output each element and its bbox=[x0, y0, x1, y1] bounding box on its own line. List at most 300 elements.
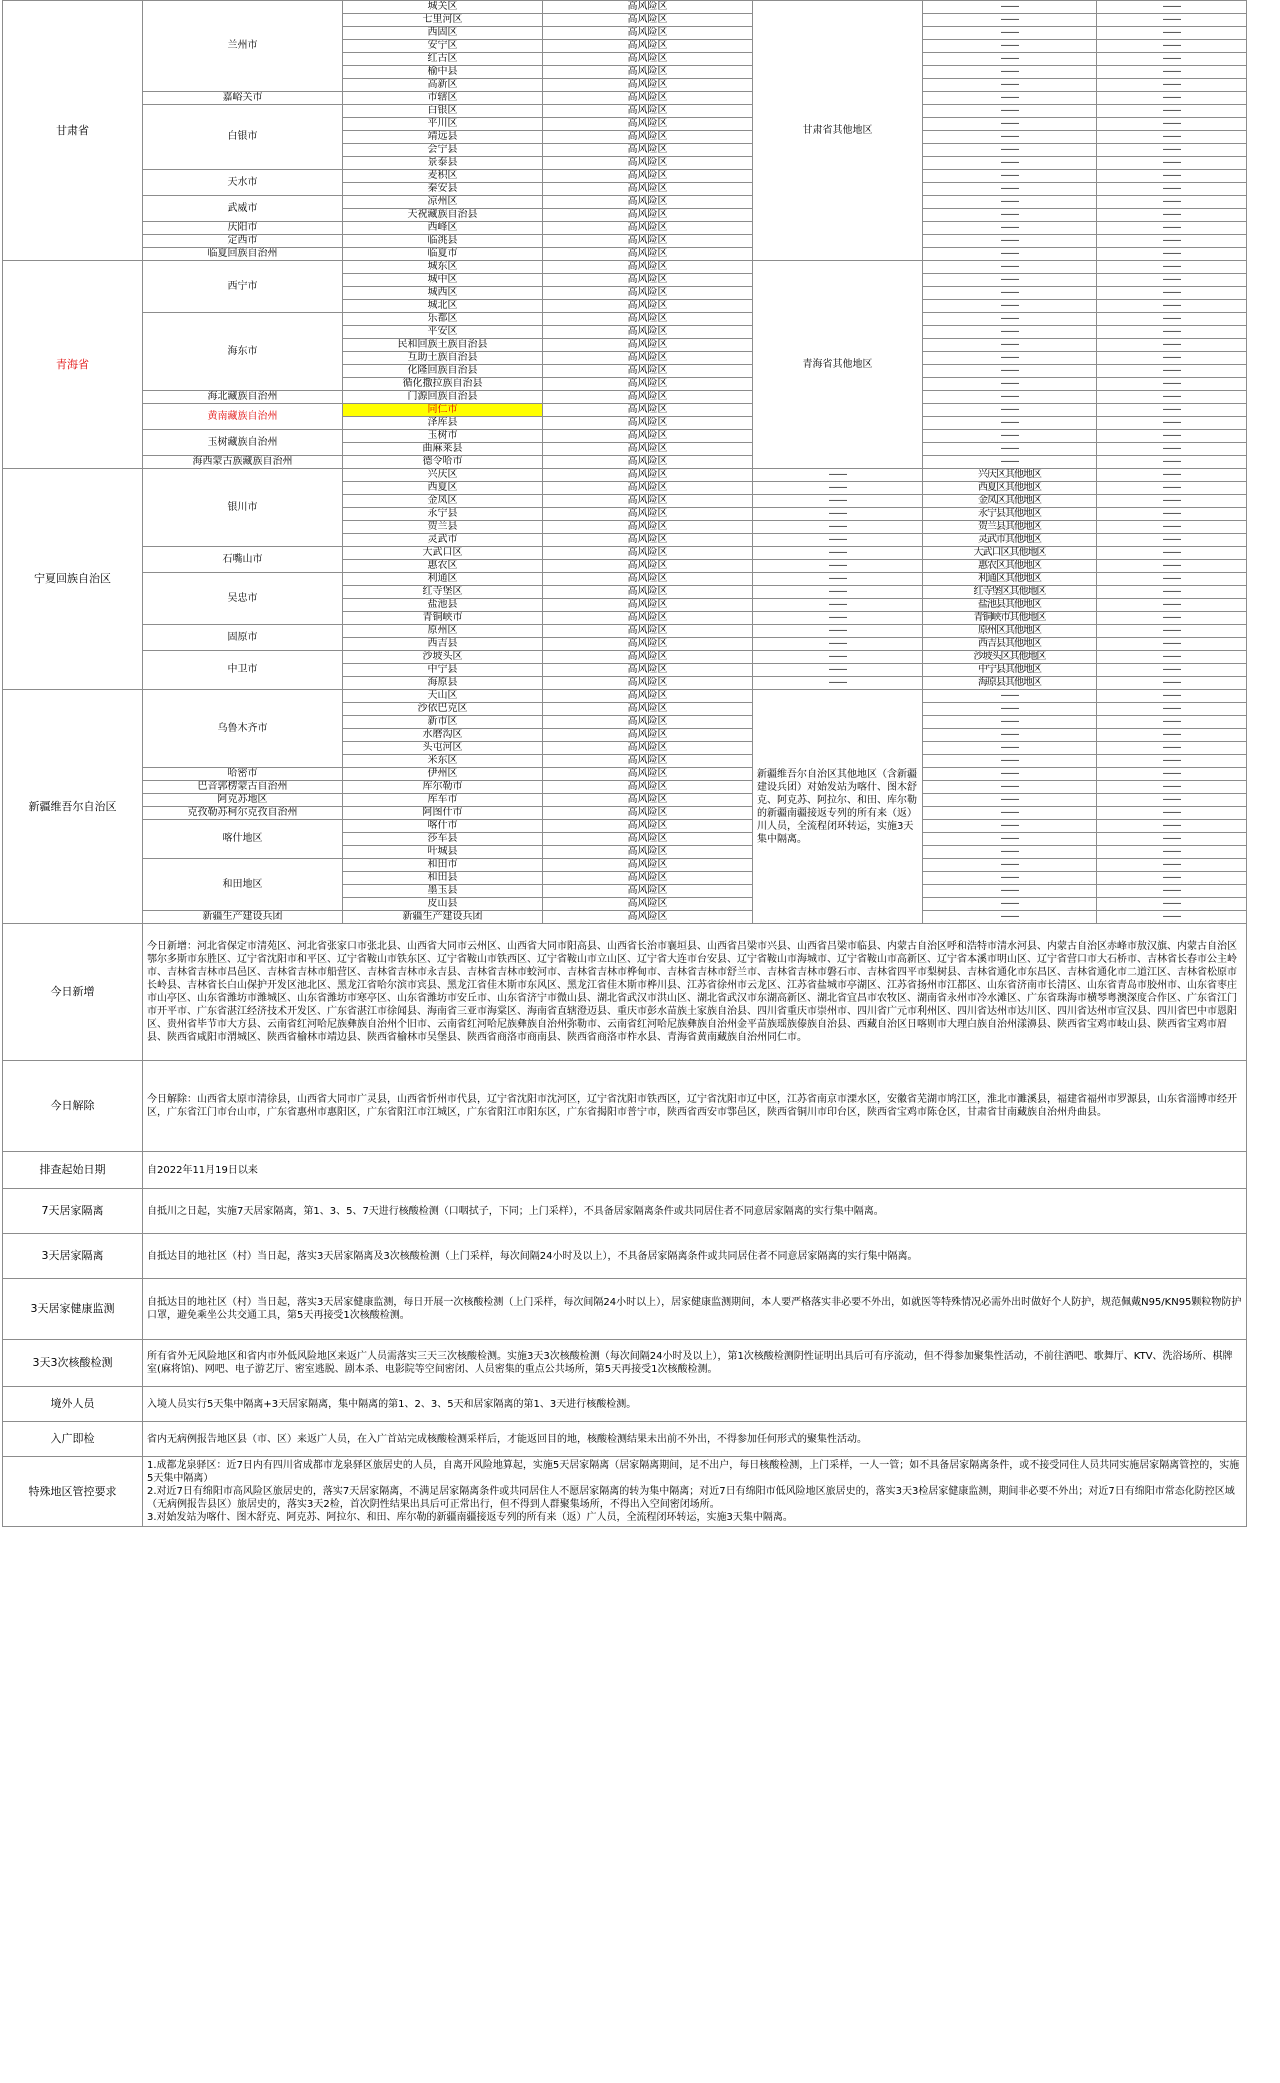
district-cell: 新市区 bbox=[343, 716, 543, 729]
district-cell: 海原县 bbox=[343, 677, 543, 690]
policy-row bbox=[3, 1340, 1247, 1387]
low-risk-cell: —— bbox=[923, 820, 1097, 833]
risk-level-cell: 高风险区 bbox=[543, 807, 753, 820]
low-risk-cell: 兴庆区其他地区 bbox=[923, 469, 1097, 482]
risk-level-cell: 高风险区 bbox=[543, 261, 753, 274]
district-cell: 库尔勒市 bbox=[343, 781, 543, 794]
other-cell: —— bbox=[1097, 651, 1247, 664]
low-risk-cell: —— bbox=[923, 443, 1097, 456]
low-risk-cell: —— bbox=[923, 14, 1097, 27]
city-cell: 玉树藏族自治州 bbox=[143, 430, 343, 456]
risk-level-cell: 高风险区 bbox=[543, 690, 753, 703]
other-cell: —— bbox=[1097, 586, 1247, 599]
district-cell: 泽库县 bbox=[343, 417, 543, 430]
other-cell: —— bbox=[1097, 547, 1247, 560]
policy-text: 1.成都龙泉驿区：近7日内有四川省成都市龙泉驿区旅居史的人员，自离开风险地算起，实施5天居家隔离（居家隔离期间，足不出户，每日核酸检测，上门采样，一人一管；如不具备居家隔离条件，或不接受同住人员共同实施居家隔离管控的，实施5天集中隔离） 2.对近7日有绵阳市高风险区旅居史的，落实7天居家隔离，不满足居家隔离条件或共同居住人不愿居家隔离的转为集中隔离；对近7日有绵阳市低风险地区旅居史的，落实3天3检居家健康监测，期间非必要不外出；对近7日有绵阳市常态化防控区域（无病例报告县区）旅居史的，落实3天2检，首次阴性结果出具后可正常出行，但不得到人群聚集场所，不得出入空间密闭场所。 3.对始发站为喀什、图木舒克、阿克苏、阿拉尔、和田、库尔勒的新疆南疆接返专列的所有来（返）广人员，全流程闭环转运，实施3天集中隔离。 bbox=[143, 1457, 1247, 1527]
risk-level-cell: 高风险区 bbox=[543, 404, 753, 417]
district-cell: 米东区 bbox=[343, 755, 543, 768]
risk-level-cell: 高风险区 bbox=[543, 339, 753, 352]
city-cell: 庆阳市 bbox=[143, 222, 343, 235]
risk-level-cell: 高风险区 bbox=[543, 300, 753, 313]
district-cell: 民和回族土族自治县 bbox=[343, 339, 543, 352]
risk-level-cell: 高风险区 bbox=[543, 742, 753, 755]
low-risk-cell: —— bbox=[923, 703, 1097, 716]
other-cell: —— bbox=[1097, 313, 1247, 326]
low-risk-cell: —— bbox=[923, 209, 1097, 222]
district-cell: 沙依巴克区 bbox=[343, 703, 543, 716]
low-risk-cell: 利通区其他地区 bbox=[923, 573, 1097, 586]
area-row bbox=[3, 404, 1247, 417]
district-cell: 惠农区 bbox=[343, 560, 543, 573]
policy-row bbox=[3, 1061, 1247, 1152]
district-cell: 德令哈市 bbox=[343, 456, 543, 469]
district-cell: 新疆生产建设兵团 bbox=[343, 911, 543, 924]
district-cell: 城关区 bbox=[343, 1, 543, 14]
risk-level-cell: 高风险区 bbox=[543, 612, 753, 625]
other-cell: —— bbox=[1097, 235, 1247, 248]
low-risk-cell: —— bbox=[923, 274, 1097, 287]
district-cell: 原州区 bbox=[343, 625, 543, 638]
low-risk-cell: 大武口区其他地区 bbox=[923, 547, 1097, 560]
district-cell: 天祝藏族自治县 bbox=[343, 209, 543, 222]
low-risk-cell: —— bbox=[923, 118, 1097, 131]
area-row bbox=[3, 430, 1247, 443]
policy-row bbox=[3, 924, 1247, 1061]
district-cell: 大武口区 bbox=[343, 547, 543, 560]
district-cell: 头屯河区 bbox=[343, 742, 543, 755]
risk-level-cell: 高风险区 bbox=[543, 456, 753, 469]
risk-level-cell: 高风险区 bbox=[543, 40, 753, 53]
risk-level-cell: 高风险区 bbox=[543, 287, 753, 300]
low-risk-cell: —— bbox=[923, 833, 1097, 846]
risk-level-cell: 高风险区 bbox=[543, 534, 753, 547]
area-row bbox=[3, 235, 1247, 248]
low-risk-cell: —— bbox=[923, 391, 1097, 404]
low-risk-cell: —— bbox=[923, 66, 1097, 79]
policy-text: 自抵达目的地社区（村）当日起，落实3天居家隔离及3次核酸检测（上门采样，每次间隔24小时及以上），不具备居家隔离条件或共同居住者不同意居家隔离的实行集中隔离。 bbox=[143, 1234, 1247, 1279]
district-cell: 景泰县 bbox=[343, 157, 543, 170]
low-risk-cell: —— bbox=[923, 222, 1097, 235]
risk-level-cell: 高风险区 bbox=[543, 599, 753, 612]
risk-level-cell: 高风险区 bbox=[543, 365, 753, 378]
city-cell: 天水市 bbox=[143, 170, 343, 196]
risk-level-cell: 高风险区 bbox=[543, 1, 753, 14]
area-row bbox=[3, 859, 1247, 872]
low-risk-cell: —— bbox=[923, 911, 1097, 924]
risk-level-cell: 高风险区 bbox=[543, 911, 753, 924]
city-cell: 银川市 bbox=[143, 469, 343, 547]
district-cell: 临洮县 bbox=[343, 235, 543, 248]
low-risk-cell: —— bbox=[923, 456, 1097, 469]
risk-level-cell: 高风险区 bbox=[543, 222, 753, 235]
district-cell: 高新区 bbox=[343, 79, 543, 92]
policy-text: 入境人员实行5天集中隔离+3天居家隔离，集中隔离的第1、2、3、5天和居家隔离的第1、3天进行核酸检测。 bbox=[143, 1387, 1247, 1422]
medium-risk-cell: —— bbox=[753, 664, 923, 677]
low-risk-cell: 贺兰县其他地区 bbox=[923, 521, 1097, 534]
risk-level-cell: 高风险区 bbox=[543, 443, 753, 456]
policy-label: 入广即检 bbox=[3, 1422, 143, 1457]
other-cell: —— bbox=[1097, 456, 1247, 469]
other-cell: —— bbox=[1097, 482, 1247, 495]
risk-level-cell: 高风险区 bbox=[543, 66, 753, 79]
other-cell: —— bbox=[1097, 79, 1247, 92]
risk-level-cell: 高风险区 bbox=[543, 677, 753, 690]
other-cell: —— bbox=[1097, 352, 1247, 365]
medium-risk-cell: —— bbox=[753, 677, 923, 690]
risk-level-cell: 高风险区 bbox=[543, 482, 753, 495]
risk-level-cell: 高风险区 bbox=[543, 144, 753, 157]
city-cell: 白银市 bbox=[143, 105, 343, 170]
district-cell: 天山区 bbox=[343, 690, 543, 703]
area-row bbox=[3, 807, 1247, 820]
risk-level-cell: 高风险区 bbox=[543, 768, 753, 781]
policy-label: 今日解除 bbox=[3, 1061, 143, 1152]
risk-level-cell: 高风险区 bbox=[543, 781, 753, 794]
medium-risk-cell: —— bbox=[753, 482, 923, 495]
medium-risk-cell: —— bbox=[753, 508, 923, 521]
risk-level-cell: 高风险区 bbox=[543, 274, 753, 287]
district-cell: 红古区 bbox=[343, 53, 543, 66]
low-risk-cell: —— bbox=[923, 859, 1097, 872]
policy-label: 今日新增 bbox=[3, 924, 143, 1061]
low-risk-cell: —— bbox=[923, 729, 1097, 742]
low-risk-cell: —— bbox=[923, 781, 1097, 794]
low-risk-cell: —— bbox=[923, 1, 1097, 14]
other-cell: —— bbox=[1097, 404, 1247, 417]
district-cell: 西吉县 bbox=[343, 638, 543, 651]
area-row bbox=[3, 820, 1247, 833]
risk-level-cell: 高风险区 bbox=[543, 183, 753, 196]
city-cell: 克孜勒苏柯尔克孜自治州 bbox=[143, 807, 343, 820]
other-cell: —— bbox=[1097, 287, 1247, 300]
low-risk-cell: —— bbox=[923, 807, 1097, 820]
other-cell: —— bbox=[1097, 417, 1247, 430]
low-risk-cell: —— bbox=[923, 144, 1097, 157]
low-risk-cell: 中宁县其他地区 bbox=[923, 664, 1097, 677]
low-risk-cell: —— bbox=[923, 170, 1097, 183]
area-row bbox=[3, 469, 1247, 482]
area-row bbox=[3, 92, 1247, 105]
city-cell: 和田地区 bbox=[143, 859, 343, 911]
district-cell: 盐池县 bbox=[343, 599, 543, 612]
policy-text: 自抵达目的地社区（村）当日起，落实3天居家健康监测，每日开展一次核酸检测（上门采样，每次间隔24小时以上），居家健康监测期间，本人要严格落实非必要不外出，如就医等特殊情况必需外出时做好个人防护，规范佩戴N95/KN95颗粒物防护口罩，避免乘坐公共交通工具，第5天再接受1次核酸检测。 bbox=[143, 1279, 1247, 1340]
other-cell: —— bbox=[1097, 274, 1247, 287]
low-risk-cell: —— bbox=[923, 40, 1097, 53]
other-cell: —— bbox=[1097, 53, 1247, 66]
low-risk-cell: 金凤区其他地区 bbox=[923, 495, 1097, 508]
other-cell: —— bbox=[1097, 261, 1247, 274]
city-cell: 武威市 bbox=[143, 196, 343, 222]
other-cell: —— bbox=[1097, 885, 1247, 898]
province-cell: 甘肃省 bbox=[3, 1, 143, 261]
province-cell: 青海省 bbox=[3, 261, 143, 469]
medium-risk-cell: —— bbox=[753, 612, 923, 625]
district-cell: 凉州区 bbox=[343, 196, 543, 209]
other-cell: —— bbox=[1097, 118, 1247, 131]
low-risk-cell: —— bbox=[923, 131, 1097, 144]
area-row bbox=[3, 768, 1247, 781]
other-cell: —— bbox=[1097, 508, 1247, 521]
district-cell: 城西区 bbox=[343, 287, 543, 300]
risk-level-cell: 高风险区 bbox=[543, 417, 753, 430]
low-risk-cell: —— bbox=[923, 417, 1097, 430]
district-cell: 西峰区 bbox=[343, 222, 543, 235]
policy-text: 自2022年11月19日以来 bbox=[143, 1152, 1247, 1189]
policy-row bbox=[3, 1457, 1247, 1527]
area-row bbox=[3, 105, 1247, 118]
risk-level-cell: 高风险区 bbox=[543, 469, 753, 482]
district-cell: 循化撒拉族自治县 bbox=[343, 378, 543, 391]
risk-level-cell: 高风险区 bbox=[543, 27, 753, 40]
city-cell: 固原市 bbox=[143, 625, 343, 651]
city-cell: 海西蒙古族藏族自治州 bbox=[143, 456, 343, 469]
other-area-cell: 新疆维吾尔自治区其他地区（含新疆建设兵团）对始发站为喀什、图木舒克、阿克苏、阿拉尔、和田、库尔勒的新疆南疆接返专列的所有来（返）川人员，全流程闭环转运，实施3天集中隔离。 bbox=[753, 690, 923, 924]
other-cell: —— bbox=[1097, 40, 1247, 53]
low-risk-cell: —— bbox=[923, 79, 1097, 92]
district-cell: 曲麻莱县 bbox=[343, 443, 543, 456]
risk-level-cell: 高风险区 bbox=[543, 833, 753, 846]
city-cell: 阿克苏地区 bbox=[143, 794, 343, 807]
other-cell: —— bbox=[1097, 560, 1247, 573]
risk-level-cell: 高风险区 bbox=[543, 859, 753, 872]
other-cell: —— bbox=[1097, 521, 1247, 534]
area-row bbox=[3, 1, 1247, 14]
district-cell: 秦安县 bbox=[343, 183, 543, 196]
other-cell: —— bbox=[1097, 105, 1247, 118]
other-cell: —— bbox=[1097, 833, 1247, 846]
policy-row bbox=[3, 1387, 1247, 1422]
other-cell: —— bbox=[1097, 391, 1247, 404]
low-risk-cell: —— bbox=[923, 690, 1097, 703]
city-cell: 哈密市 bbox=[143, 768, 343, 781]
medium-risk-cell: —— bbox=[753, 495, 923, 508]
risk-level-cell: 高风险区 bbox=[543, 651, 753, 664]
policy-row bbox=[3, 1279, 1247, 1340]
other-cell: —— bbox=[1097, 495, 1247, 508]
low-risk-cell: —— bbox=[923, 287, 1097, 300]
low-risk-cell: 海原县其他地区 bbox=[923, 677, 1097, 690]
other-cell: —— bbox=[1097, 677, 1247, 690]
district-cell: 城东区 bbox=[343, 261, 543, 274]
low-risk-cell: —— bbox=[923, 261, 1097, 274]
risk-level-cell: 高风险区 bbox=[543, 495, 753, 508]
risk-level-cell: 高风险区 bbox=[543, 248, 753, 261]
policy-label: 3天3次核酸检测 bbox=[3, 1340, 143, 1387]
risk-level-cell: 高风险区 bbox=[543, 872, 753, 885]
other-cell: —— bbox=[1097, 430, 1247, 443]
low-risk-cell: —— bbox=[923, 404, 1097, 417]
district-cell: 麦积区 bbox=[343, 170, 543, 183]
district-cell: 墨玉县 bbox=[343, 885, 543, 898]
risk-level-cell: 高风险区 bbox=[543, 820, 753, 833]
other-cell: —— bbox=[1097, 625, 1247, 638]
city-cell: 中卫市 bbox=[143, 651, 343, 690]
city-cell: 喀什地区 bbox=[143, 820, 343, 859]
district-cell: 沙坡头区 bbox=[343, 651, 543, 664]
risk-level-cell: 高风险区 bbox=[543, 131, 753, 144]
risk-level-cell: 高风险区 bbox=[543, 703, 753, 716]
district-cell: 灵武市 bbox=[343, 534, 543, 547]
area-row bbox=[3, 781, 1247, 794]
risk-level-cell: 高风险区 bbox=[543, 313, 753, 326]
other-cell: —— bbox=[1097, 248, 1247, 261]
district-cell: 榆中县 bbox=[343, 66, 543, 79]
area-row bbox=[3, 170, 1247, 183]
other-cell: —— bbox=[1097, 183, 1247, 196]
risk-level-cell: 高风险区 bbox=[543, 664, 753, 677]
policy-text: 今日解除：山西省太原市清徐县，山西省大同市广灵县，山西省忻州市代县，辽宁省沈阳市沈河区，辽宁省沈阳市铁西区，辽宁省沈阳市辽中区，江苏省南京市溧水区，安徽省芜湖市鸠江区，淮北市濉溪县，福建省福州市罗源县，山东省淄博市经开区，广东省江门市台山市，广东省惠州市惠阳区，广东省阳江市江城区，广东省阳江市阳东区，广东省揭阳市普宁市，陕西省西安市鄠邑区，陕西省铜川市印台区，陕西省宝鸡市陈仓区，甘肃省甘南藏族自治州舟曲县。 bbox=[143, 1061, 1247, 1152]
area-row bbox=[3, 391, 1247, 404]
risk-level-cell: 高风险区 bbox=[543, 118, 753, 131]
risk-level-cell: 高风险区 bbox=[543, 755, 753, 768]
other-cell: —— bbox=[1097, 820, 1247, 833]
low-risk-cell: —— bbox=[923, 183, 1097, 196]
policy-label: 3天居家隔离 bbox=[3, 1234, 143, 1279]
risk-level-cell: 高风险区 bbox=[543, 105, 753, 118]
district-cell: 贺兰县 bbox=[343, 521, 543, 534]
other-cell: —— bbox=[1097, 14, 1247, 27]
other-cell: —— bbox=[1097, 599, 1247, 612]
district-cell: 西夏区 bbox=[343, 482, 543, 495]
other-cell: —— bbox=[1097, 612, 1247, 625]
low-risk-cell: —— bbox=[923, 92, 1097, 105]
low-risk-cell: 惠农区其他地区 bbox=[923, 560, 1097, 573]
district-cell: 安宁区 bbox=[343, 40, 543, 53]
other-cell: —— bbox=[1097, 742, 1247, 755]
other-cell: —— bbox=[1097, 872, 1247, 885]
other-cell: —— bbox=[1097, 729, 1247, 742]
district-cell: 同仁市 bbox=[343, 404, 543, 417]
low-risk-cell: —— bbox=[923, 768, 1097, 781]
other-cell: —— bbox=[1097, 326, 1247, 339]
risk-level-cell: 高风险区 bbox=[543, 14, 753, 27]
medium-risk-cell: —— bbox=[753, 599, 923, 612]
district-cell: 临夏市 bbox=[343, 248, 543, 261]
province-cell: 宁夏回族自治区 bbox=[3, 469, 143, 690]
district-cell: 互助土族自治县 bbox=[343, 352, 543, 365]
area-row bbox=[3, 547, 1247, 560]
district-cell: 和田市 bbox=[343, 859, 543, 872]
other-cell: —— bbox=[1097, 911, 1247, 924]
other-cell: —— bbox=[1097, 196, 1247, 209]
low-risk-cell: —— bbox=[923, 235, 1097, 248]
district-cell: 叶城县 bbox=[343, 846, 543, 859]
other-cell: —— bbox=[1097, 768, 1247, 781]
low-risk-cell: 永宁县其他地区 bbox=[923, 508, 1097, 521]
other-area-cell: 甘肃省其他地区 bbox=[753, 1, 923, 261]
risk-level-cell: 高风险区 bbox=[543, 898, 753, 911]
low-risk-cell: —— bbox=[923, 846, 1097, 859]
policy-label: 境外人员 bbox=[3, 1387, 143, 1422]
low-risk-cell: 沙坡头区其他地区 bbox=[923, 651, 1097, 664]
city-cell: 巴音郭楞蒙古自治州 bbox=[143, 781, 343, 794]
other-area-cell: 青海省其他地区 bbox=[753, 261, 923, 469]
district-cell: 永宁县 bbox=[343, 508, 543, 521]
low-risk-cell: 原州区其他地区 bbox=[923, 625, 1097, 638]
other-cell: —— bbox=[1097, 807, 1247, 820]
low-risk-cell: —— bbox=[923, 794, 1097, 807]
city-cell: 海北藏族自治州 bbox=[143, 391, 343, 404]
risk-level-cell: 高风险区 bbox=[543, 521, 753, 534]
city-cell: 黄南藏族自治州 bbox=[143, 404, 343, 430]
policy-text: 省内无病例报告地区县（市、区）来返广人员，在入广首站完成核酸检测采样后，才能返回目的地，核酸检测结果未出前不外出，不得参加任何形式的聚集性活动。 bbox=[143, 1422, 1247, 1457]
medium-risk-cell: —— bbox=[753, 625, 923, 638]
district-cell: 平川区 bbox=[343, 118, 543, 131]
other-cell: —— bbox=[1097, 534, 1247, 547]
risk-level-cell: 高风险区 bbox=[543, 53, 753, 66]
district-cell: 红寺堡区 bbox=[343, 586, 543, 599]
district-cell: 七里河区 bbox=[343, 14, 543, 27]
low-risk-cell: —— bbox=[923, 105, 1097, 118]
policy-label: 特殊地区管控要求 bbox=[3, 1457, 143, 1527]
low-risk-cell: —— bbox=[923, 716, 1097, 729]
district-cell: 平安区 bbox=[343, 326, 543, 339]
district-cell: 伊州区 bbox=[343, 768, 543, 781]
low-risk-cell: 西夏区其他地区 bbox=[923, 482, 1097, 495]
risk-level-cell: 高风险区 bbox=[543, 79, 753, 92]
area-row bbox=[3, 261, 1247, 274]
medium-risk-cell: —— bbox=[753, 560, 923, 573]
other-cell: —— bbox=[1097, 664, 1247, 677]
other-cell: —— bbox=[1097, 573, 1247, 586]
medium-risk-cell: —— bbox=[753, 651, 923, 664]
policy-label: 3天居家健康监测 bbox=[3, 1279, 143, 1340]
district-cell: 金凤区 bbox=[343, 495, 543, 508]
district-cell: 城北区 bbox=[343, 300, 543, 313]
city-cell: 石嘴山市 bbox=[143, 547, 343, 573]
risk-level-cell: 高风险区 bbox=[543, 547, 753, 560]
policy-text: 自抵川之日起，实施7天居家隔离，第1、3、5、7天进行核酸检测（口咽拭子，下同；上门采样），不具备居家隔离条件或共同居住者不同意居家隔离的实行集中隔离。 bbox=[143, 1189, 1247, 1234]
area-row bbox=[3, 690, 1247, 703]
other-cell: —— bbox=[1097, 846, 1247, 859]
other-cell: —— bbox=[1097, 703, 1247, 716]
policy-row bbox=[3, 1422, 1247, 1457]
area-row bbox=[3, 911, 1247, 924]
low-risk-cell: —— bbox=[923, 196, 1097, 209]
risk-area-table bbox=[2, 0, 1247, 1527]
risk-level-cell: 高风险区 bbox=[543, 326, 753, 339]
district-cell: 兴庆区 bbox=[343, 469, 543, 482]
other-cell: —— bbox=[1097, 157, 1247, 170]
district-cell: 门源回族自治县 bbox=[343, 391, 543, 404]
policy-label: 7天居家隔离 bbox=[3, 1189, 143, 1234]
district-cell: 玉树市 bbox=[343, 430, 543, 443]
low-risk-cell: —— bbox=[923, 157, 1097, 170]
risk-level-cell: 高风险区 bbox=[543, 157, 753, 170]
district-cell: 靖远县 bbox=[343, 131, 543, 144]
risk-level-cell: 高风险区 bbox=[543, 196, 753, 209]
district-cell: 水磨沟区 bbox=[343, 729, 543, 742]
city-cell: 乌鲁木齐市 bbox=[143, 690, 343, 768]
low-risk-cell: 盐池县其他地区 bbox=[923, 599, 1097, 612]
district-cell: 中宁县 bbox=[343, 664, 543, 677]
other-cell: —— bbox=[1097, 92, 1247, 105]
low-risk-cell: —— bbox=[923, 378, 1097, 391]
risk-level-cell: 高风险区 bbox=[543, 209, 753, 222]
policy-text: 今日新增：河北省保定市清苑区、河北省张家口市张北县、山西省大同市云州区、山西省大同市阳高县、山西省长治市襄垣县、山西省吕梁市兴县、山西省吕梁市临县、内蒙古自治区呼和浩特市清水河县、内蒙古自治区赤峰市敖汉旗、内蒙古自治区鄂尔多斯市东胜区、辽宁省沈阳市和平区、辽宁省鞍山市铁东区、辽宁省鞍山市铁西区、辽宁省鞍山市立山区、辽宁省大连市台安县、辽宁省鞍山市海城市、辽宁省鞍山市高新区、辽宁省本溪市明山区、辽宁省营口市大石桥市、吉林省长春市公主岭市、吉林省吉林市昌邑区、吉林省吉林市船营区、吉林省吉林市永吉县、吉林省吉林市蛟河市、吉林省吉林市桦甸市、吉林省吉林市舒兰市、吉林省吉林市磐石市、吉林省四平市梨树县、吉林省通化市东昌区、吉林省通化市二道江区、吉林省松原市长岭县、吉林省长白山保护开发区池北区、黑龙江省哈尔滨市宾县、黑龙江省佳木斯市东风区、黑龙江省佳木斯市桦川县、江苏省徐州市云龙区、江苏省盐城市亭湖区、江苏省扬州市江都区、山东省济南市长清区、山东省青岛市胶州市、山东省枣庄市山亭区、山东省潍坊市潍城区、山东省潍坊市寒亭区、山东省潍坊市安丘市、山东省济宁市微山县、湖北省武汉市洪山区、湖北省武汉市东湖高新区、湖北省宜昌市农牧区、湖南省永州市冷水滩区、广东省珠海市横琴粤澳深度合作区、广东省江门市开平市、广东省湛江经济技术开发区、广东省湛江市徐闻县、海南省三亚市海棠区、海南省直辖澄迈县、重庆市彭水苗族土家族自治县、四川省重庆市崇州市、四川省广元市利州区、四川省达州市达川区、四川省达州市宣汉县、四川省巴中市恩阳区、贵州省毕节市大方县、云南省红河哈尼族彝族自治州个旧市、云南省红河哈尼族彝族自治州弥勒市、云南省红河哈尼族彝族自治州金平苗族瑶族傣族自治县、西藏自治区日喀则市大理白族自治州漾濞县、陕西省宝鸡市岐山县、陕西省宝鸡市眉县、陕西省咸阳市渭城区、陕西省榆林市靖边县、陕西省榆林市吴堡县、陕西省商洛市商南县、陕西省商洛市柞水县、青海省黄南藏族自治州同仁市。 bbox=[143, 924, 1247, 1061]
risk-level-cell: 高风险区 bbox=[543, 638, 753, 651]
risk-level-cell: 高风险区 bbox=[543, 430, 753, 443]
low-risk-cell: —— bbox=[923, 872, 1097, 885]
district-cell: 青铜峡市 bbox=[343, 612, 543, 625]
risk-level-cell: 高风险区 bbox=[543, 794, 753, 807]
medium-risk-cell: —— bbox=[753, 586, 923, 599]
other-cell: —— bbox=[1097, 755, 1247, 768]
medium-risk-cell: —— bbox=[753, 547, 923, 560]
other-cell: —— bbox=[1097, 859, 1247, 872]
low-risk-cell: —— bbox=[923, 27, 1097, 40]
district-cell: 化隆回族自治县 bbox=[343, 365, 543, 378]
